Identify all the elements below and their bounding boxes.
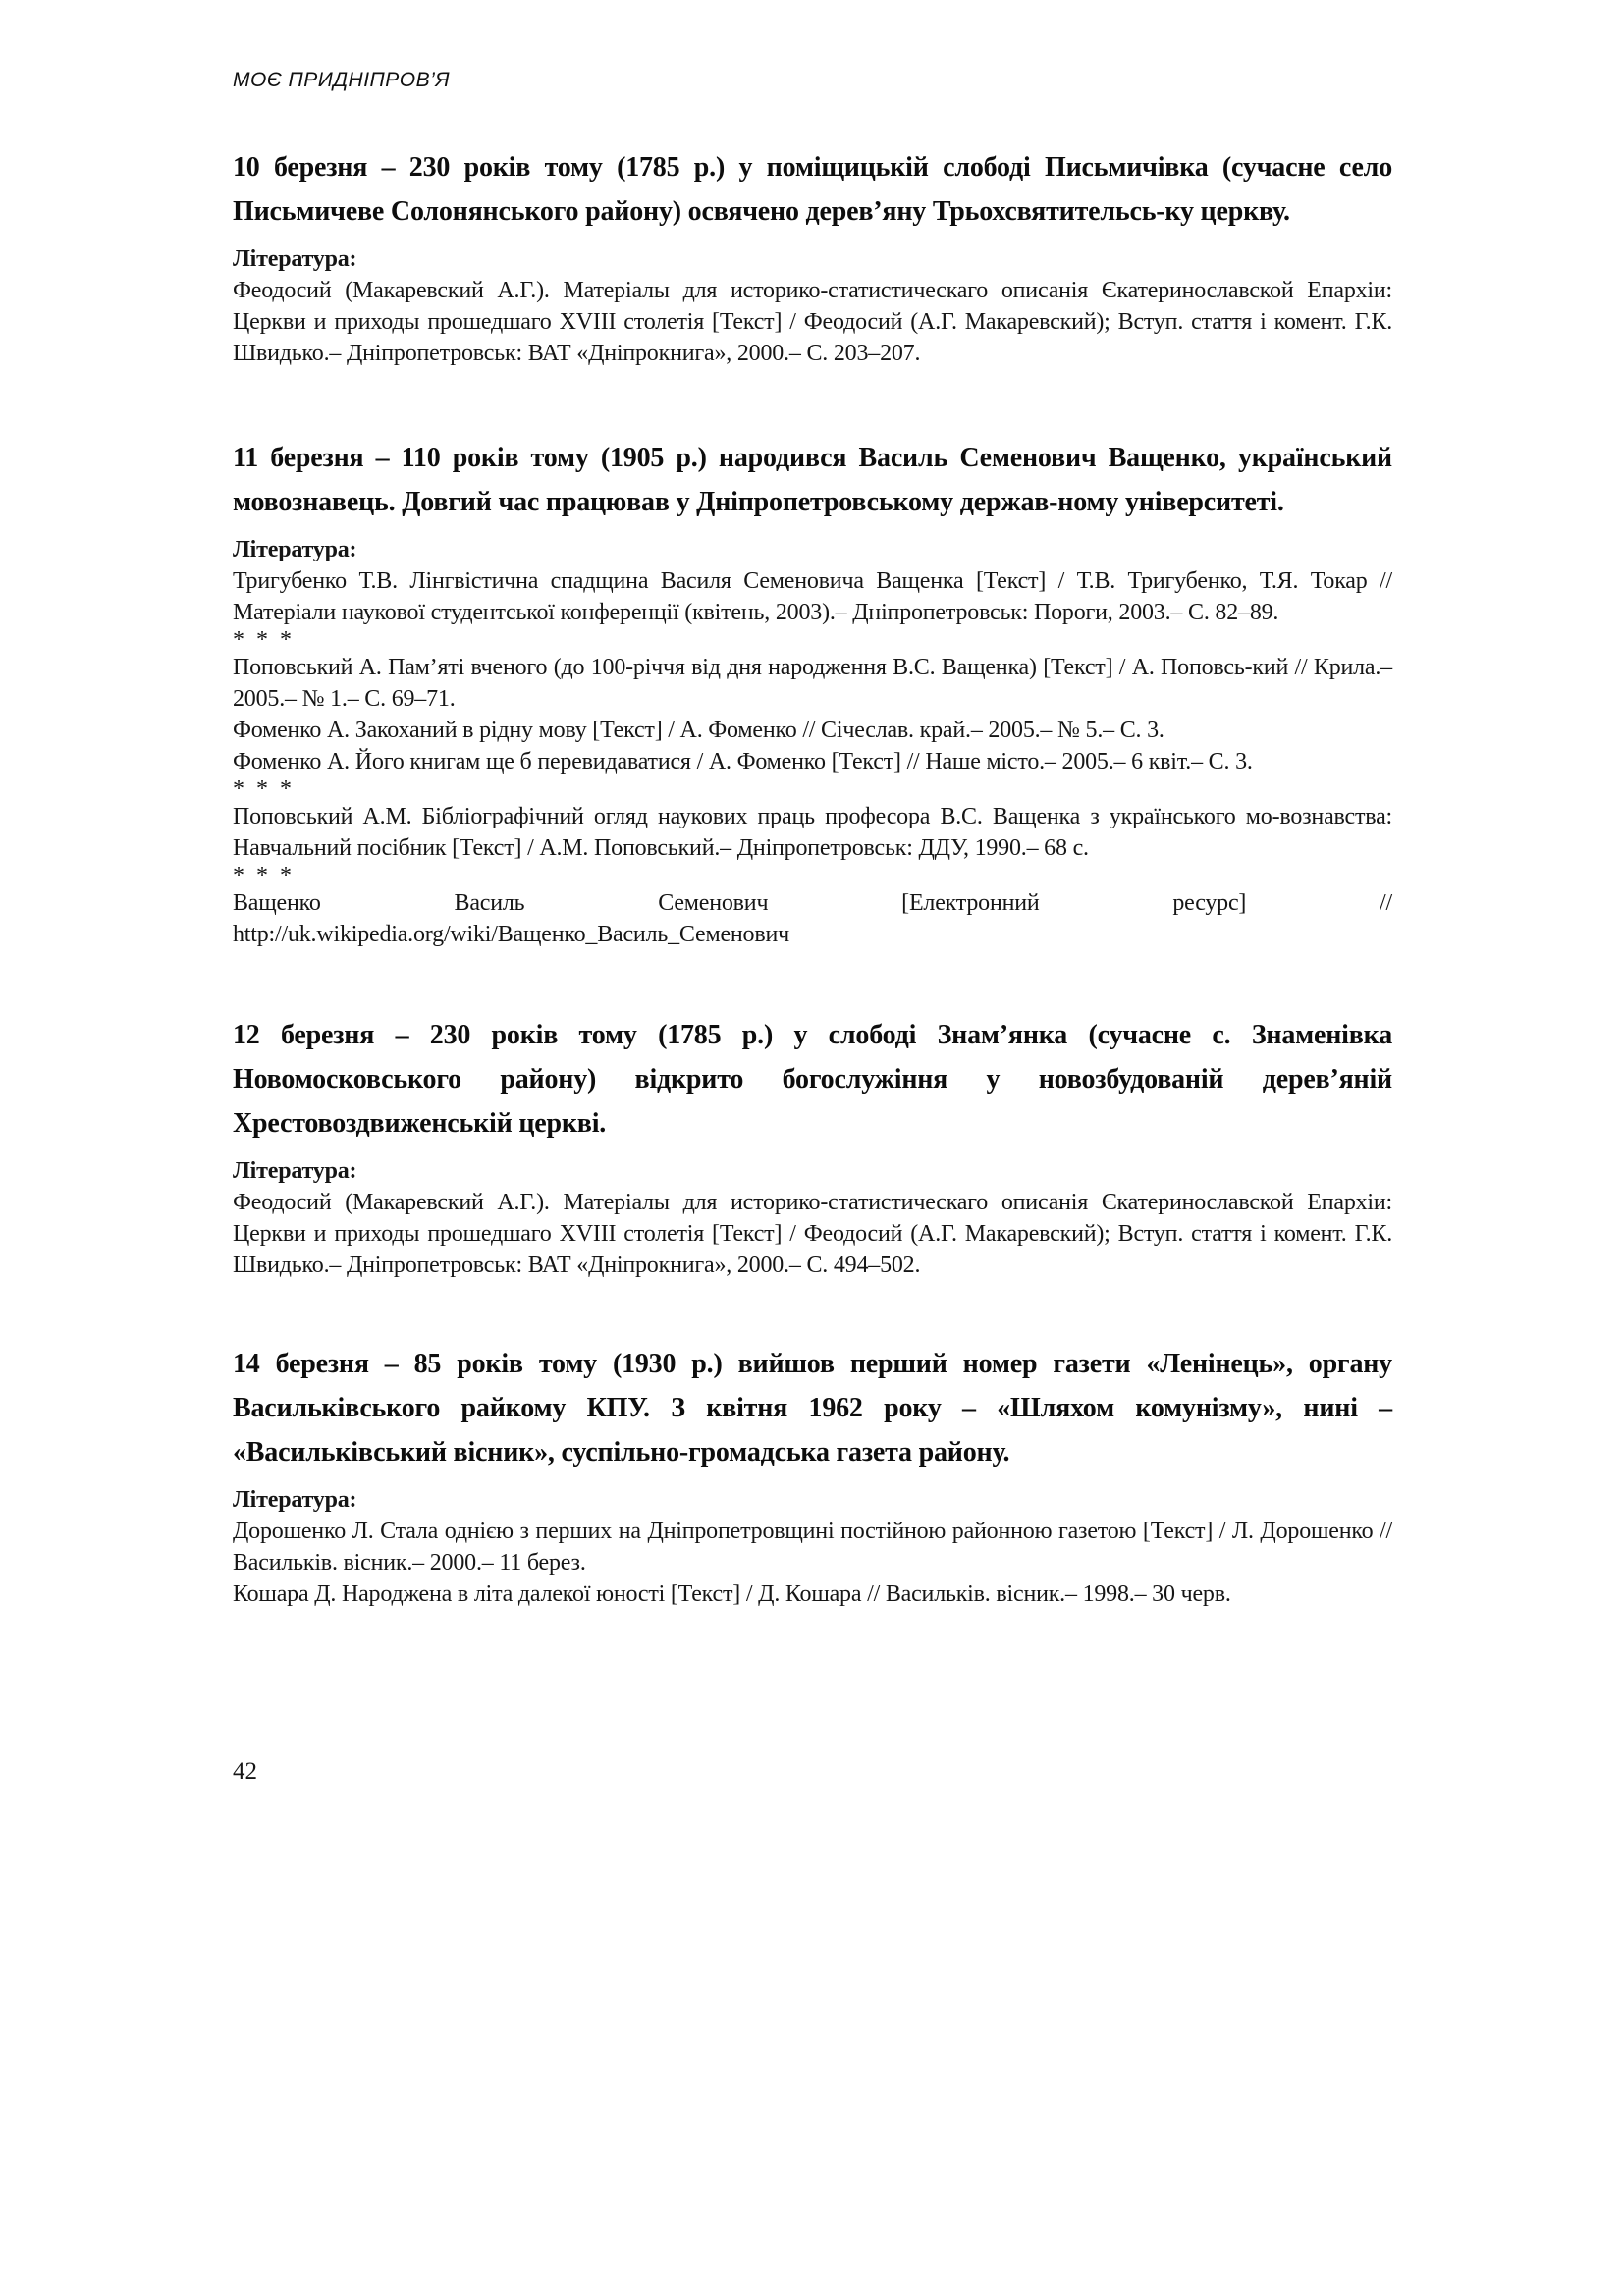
bibliography-entry: Дорошенко Л. Стала однією з перших на Дніпропетровщині постійною районною газетою [Текст] / Л. Дорошенко // Васильків. вісник.– 2000.– 11 берез. — [233, 1519, 1392, 1575]
section-march-14 — [233, 1342, 1392, 1610]
bibliography-entry: Фоменко А. Закоханий в рідну мову [Текст] / А. Фоменко // Січеслав. край.– 2005.– № 5.– С. 3. — [233, 718, 1164, 743]
section-march-12 — [233, 1013, 1392, 1281]
stars-separator: * * * — [233, 776, 295, 802]
literature-label: Література: — [233, 1158, 357, 1184]
section-heading: 10 березня – 230 років тому (1785 р.) у поміщицькій слободі Письмичівка (сучасне село Письмичеве Солонянського району) освячено дерев’яну Трьохсвятительсь-ку церкву. — [233, 152, 1392, 227]
literature-label: Література: — [233, 1487, 357, 1513]
bibliography-entry: Поповський А. Пам’яті вченого (до 100-річчя від дня народження В.С. Ващенка) [Текст] / А. Поповсь-кий // Крила.– 2005.– № 1.– С. 69–71. — [233, 655, 1392, 712]
bibliography-entry: Кошара Д. Народжена в літа далекої юності [Текст] / Д. Кошара // Васильків. вісник.– 1998.– 30 черв. — [233, 1581, 1231, 1607]
bibliography-entry: Фоменко А. Його книгам ще б перевидаватися / А. Фоменко [Текст] // Наше місто.– 2005.– 6 квіт.– С. 3. — [233, 749, 1253, 774]
page-number: 42 — [233, 1758, 257, 1785]
bibliography-entry: Тригубенко Т.В. Лінгвістична спадщина Василя Семеновича Ващенка [Текст] / Т.В. Тригубенко, Т.Я. Токар // Матеріали наукової студентської конференції (квітень, 2003).– Дніпропетровськ: Пороги, 2003.– С. 82–89. — [233, 568, 1392, 625]
running-header: МОЄ ПРИДНІПРОВ’Я — [233, 69, 451, 91]
bibliography-entry: Феодосий (Макаревский А.Г.). Матеріалы для историко-статистическаго описанія Єкатеринославской Епархіи: Церкви и приходы прошедшаго XVIII столетія [Текст] / Феодосий (А.Г. Макаревский); Вступ. стаття і комент. Г.К. Швидько.– Дніпропетровськ: ВАТ «Дніпрокнига», 2000.– С. 494–502. — [233, 1190, 1392, 1278]
bibliography-entry: Поповський А.М. Бібліографічний огляд наукових праць професора В.С. Ващенка з українського мо-вознавства: Навчальний посібник [Текст] / А.М. Поповський.– Дніпропетровськ: ДДУ, 1990.– 68 с. — [233, 804, 1392, 861]
literature-block — [233, 1155, 1392, 1281]
section-heading: 12 березня – 230 років тому (1785 р.) у слободі Знам’янка (сучасне с. Знаменівка Новомосковського району) відкрито богослужіння у новозбудованій дерев’яній Хрестовоздвиженській церкві. — [233, 1020, 1392, 1139]
wiki-url-text: http://uk.wikipedia.org/wiki/Ващенко_Василь_Семенович — [233, 922, 789, 947]
literature-block — [233, 243, 1392, 369]
literature-label: Література: — [233, 246, 357, 272]
stars-separator: * * * — [233, 627, 295, 653]
literature-label: Література: — [233, 537, 357, 562]
section-march-11 — [233, 436, 1392, 950]
section-heading: 14 березня – 85 років тому (1930 р.) вийшов перший номер газети «Ленінець», органу Васильківського райкому КПУ. З квітня 1962 року – «Шляхом комунізму», нині – «Васильківський вісник», суспільно-громадська газета району. — [233, 1349, 1392, 1468]
stars-separator: * * * — [233, 863, 295, 888]
section-march-10 — [233, 145, 1392, 369]
literature-block — [233, 534, 1392, 950]
literature-block — [233, 1484, 1392, 1610]
bibliography-entry-electronic: Ващенко Василь Семенович [Електронний ресурс] // — [233, 890, 1392, 916]
bibliography-entry: Феодосий (Макаревский А.Г.). Матеріалы для историко-статистическаго описанія Єкатеринославской Епархіи: Церкви и приходы прошедшаго XVIII столетія [Текст] / Феодосий (А.Г. Макаревский); Вступ. стаття і комент. Г.К. Швидько.– Дніпропетровськ: ВАТ «Дніпрокнига», 2000.– С. 203–207. — [233, 278, 1392, 366]
section-heading: 11 березня – 110 років тому (1905 р.) народився Василь Семенович Ващенко, український мовознавець. Довгий час працював у Дніпропетровському держав-ному університеті. — [233, 443, 1392, 517]
